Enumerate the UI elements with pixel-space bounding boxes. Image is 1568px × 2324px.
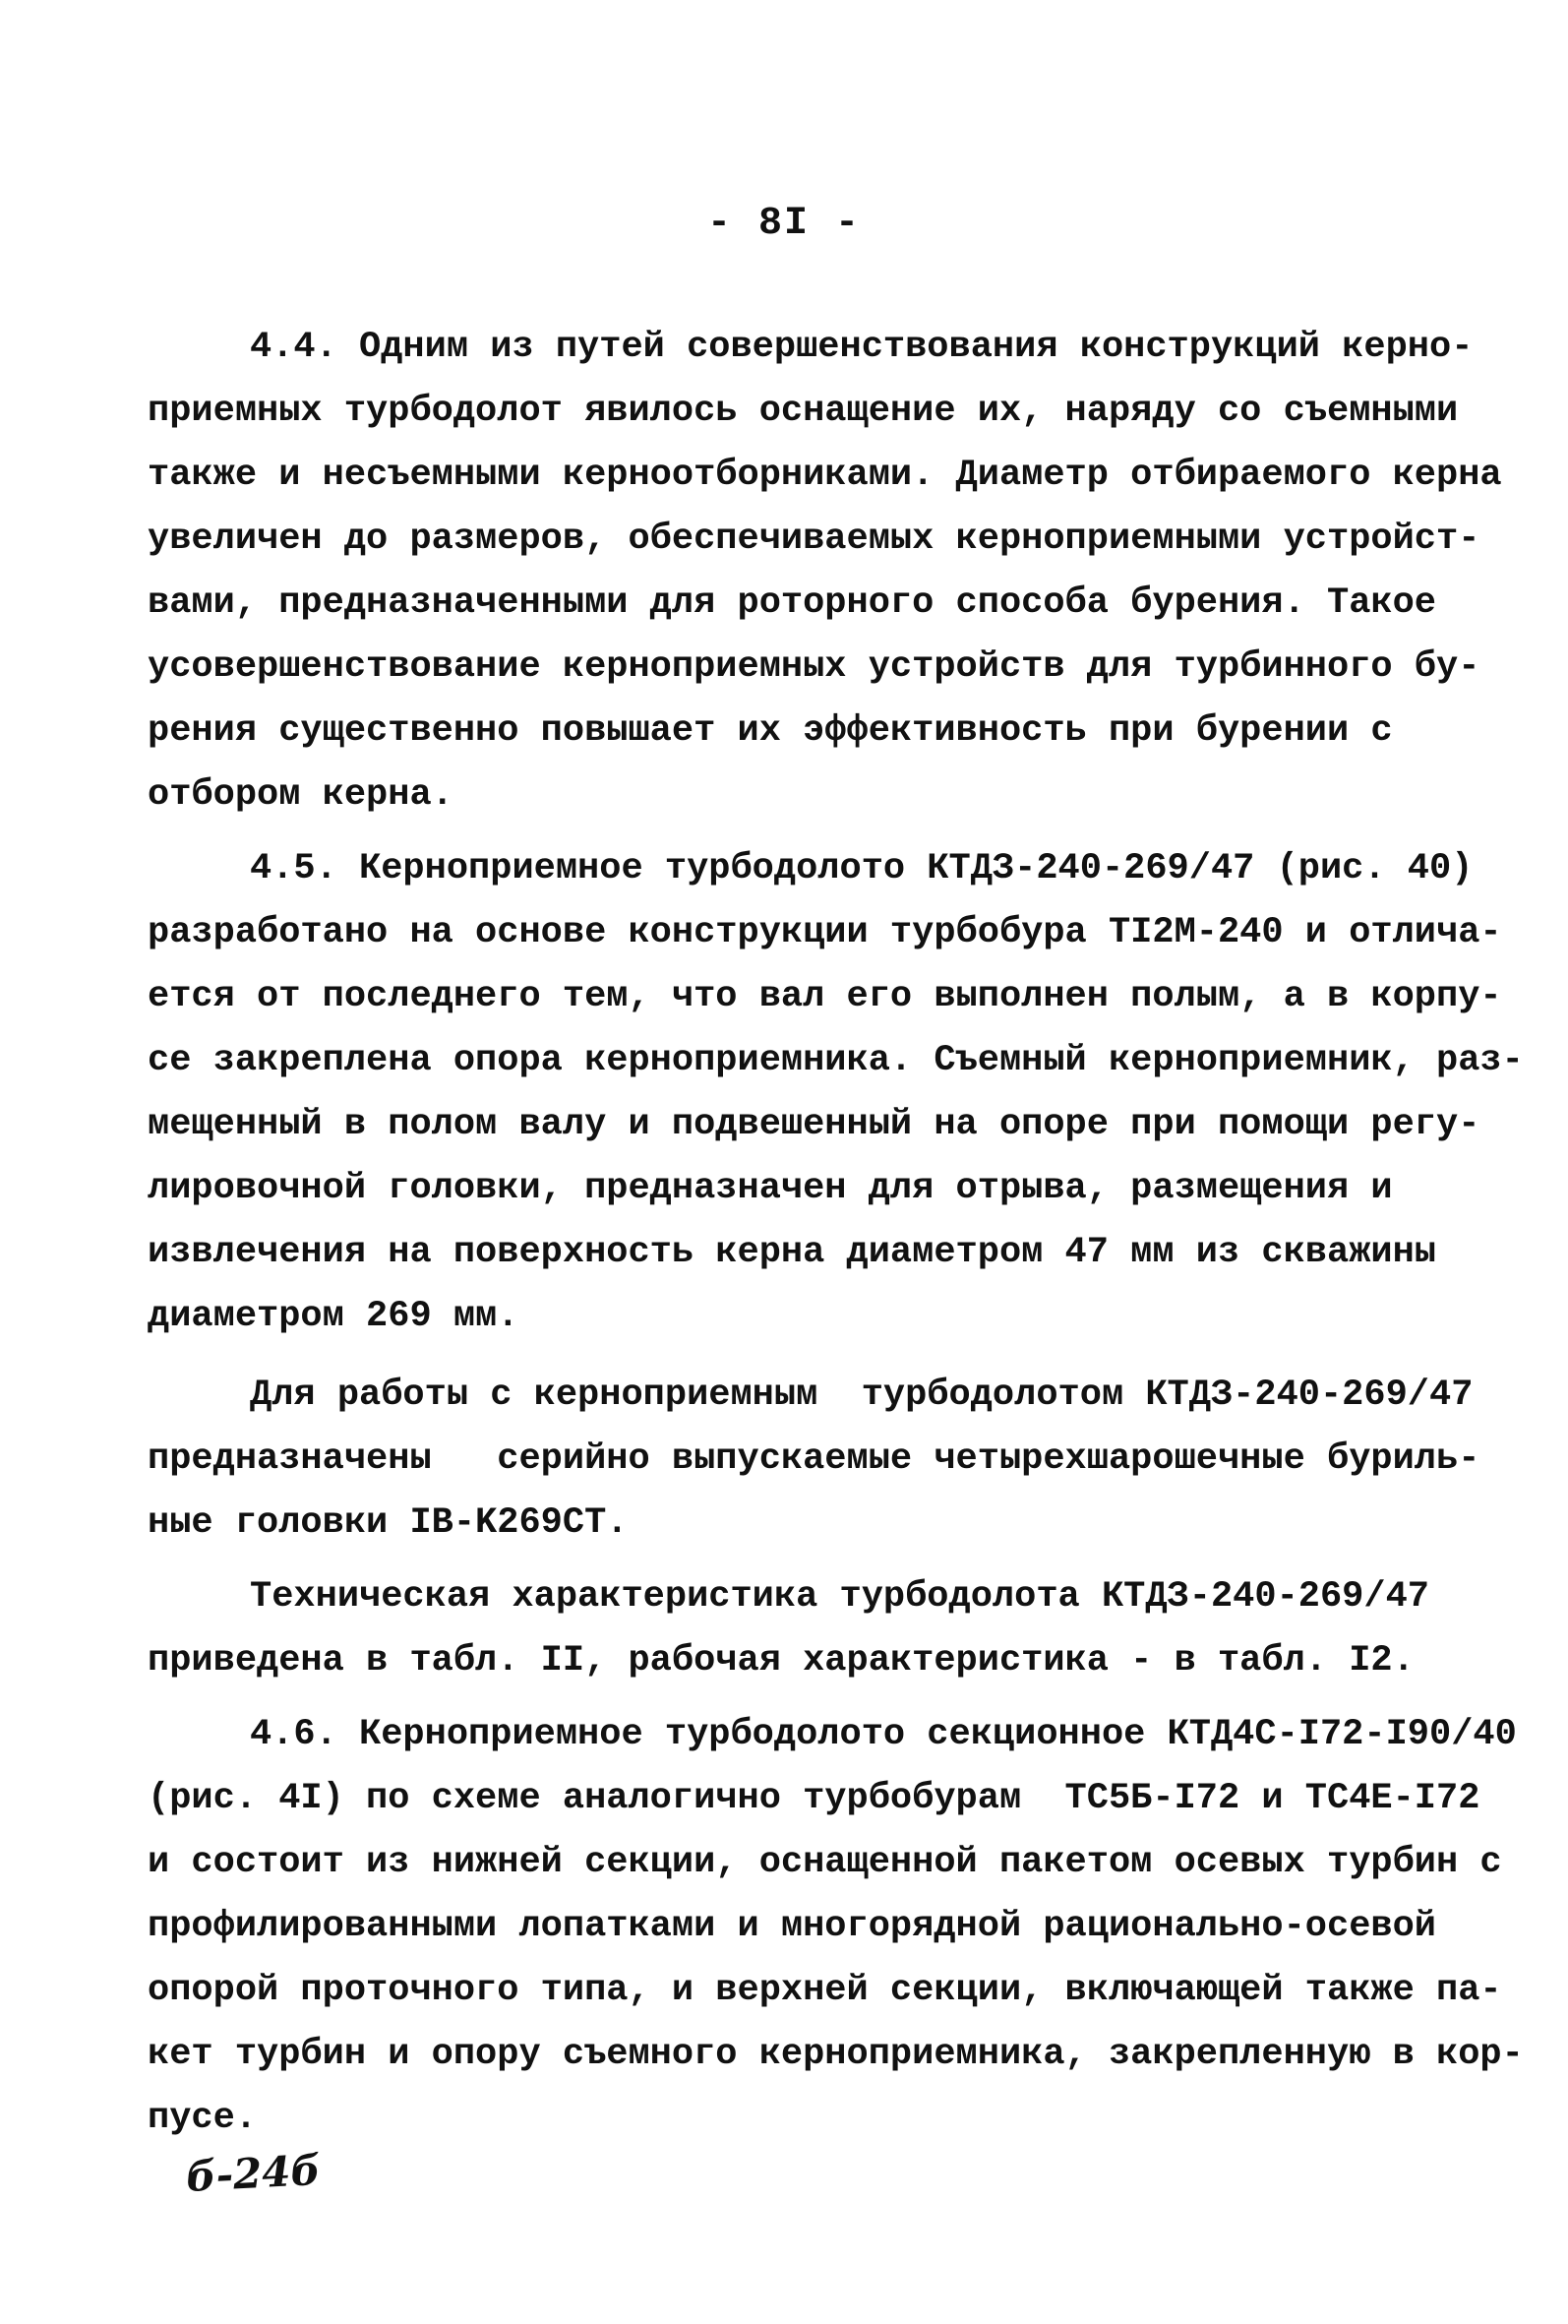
text-line: разработано на основе конструкции турбобура TI2M-240 и отлича- [148, 912, 1502, 953]
text-line: опорой проточного типа, и верхней секции, включающей также па- [148, 1970, 1502, 2011]
page-number: - 8I - [706, 202, 862, 246]
text-line: ные головки IB-K269CT. [148, 1502, 629, 1544]
text-line: се закреплена опора керноприемника. Съемный керноприемник, раз- [148, 1040, 1524, 1081]
text-line: Для работы с керноприемным турбодолотом КТДЗ-240-269/47 [250, 1375, 1474, 1416]
handwritten-signature: б-24б [185, 2145, 322, 2201]
text-line: пусе. [148, 2098, 258, 2139]
text-line: мещенный в полом валу и подвешенный на опоре при помощи регу- [148, 1104, 1480, 1145]
text-line: также и несъемными керноотборниками. Диаметр отбираемого керна [148, 455, 1502, 496]
text-line: приемных турбодолот явилось оснащение их, наряду со съемными [148, 391, 1459, 432]
text-line: рения существенно повышает их эффективность при бурении с [148, 710, 1393, 752]
text-line: усовершенствование керноприемных устройств для турбинного бу- [148, 646, 1480, 688]
text-line: 4.6. Керноприемное турбодолото секционное КТД4С-I72-I90/40 [250, 1714, 1517, 1755]
text-line: профилированными лопатками и многорядной рационально-осевой [148, 1906, 1437, 1947]
text-line: извлечения на поверхность керна диаметром 47 мм из скважины [148, 1232, 1437, 1273]
text-line: Техническая характеристика турбодолота КТДЗ-240-269/47 [250, 1576, 1429, 1618]
text-line: лировочной головки, предназначен для отрыва, размещения и [148, 1168, 1393, 1209]
text-line: увеличен до размеров, обеспечиваемых керноприемными устройст- [148, 519, 1480, 560]
text-line: кет турбин и опору съемного керноприемника, закрепленную в кор- [148, 2034, 1524, 2075]
text-line: предназначены серийно выпускаемые четырехшарошечные буриль- [148, 1438, 1480, 1480]
text-line: 4.4. Одним из путей совершенствования конструкций керно- [250, 327, 1474, 368]
text-line: отбором керна. [148, 774, 453, 816]
text-line: вами, предназначенными для роторного способа бурения. Такое [148, 582, 1437, 624]
text-line: (рис. 4I) по схеме аналогично турбобурам ТС5Б-I72 и ТС4Е-I72 [148, 1778, 1480, 1819]
text-line: и состоит из нижней секции, оснащенной пакетом осевых турбин с [148, 1842, 1502, 1883]
text-line: 4.5. Керноприемное турбодолото КТДЗ-240-269/47 (рис. 40) [250, 848, 1474, 889]
text-line: приведена в табл. II, рабочая характеристика - в табл. I2. [148, 1640, 1415, 1682]
text-line: диаметром 269 мм. [148, 1296, 519, 1337]
text-line: ется от последнего тем, что вал его выполнен полым, а в корпу- [148, 976, 1502, 1017]
